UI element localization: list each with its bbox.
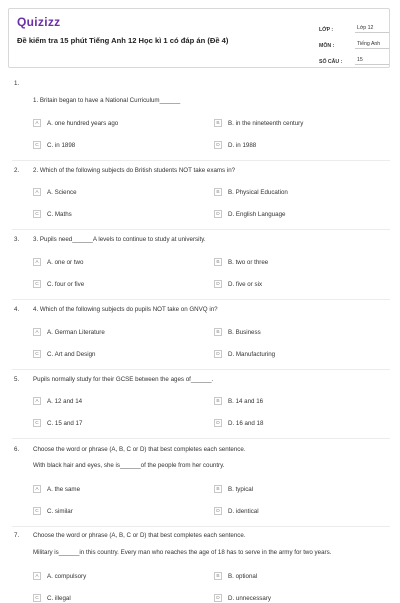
answer-option-c[interactable] [33, 140, 75, 150]
option-letter-box: A [33, 572, 41, 580]
answer-option-b[interactable] [214, 484, 253, 494]
option-text: D. Manufacturing [228, 350, 276, 358]
option-letter-box: B [214, 572, 222, 580]
option-letter-box: B [214, 119, 222, 127]
question-text: 4. Which of the following subjects do pupils NOT take on GNVQ in? [33, 306, 218, 313]
quiz-header [8, 8, 390, 68]
answer-option-a[interactable] [33, 118, 118, 128]
option-text: D. in 1988 [228, 141, 257, 149]
option-text: D. identical [228, 507, 259, 515]
question-divider [12, 526, 390, 527]
option-letter-box: B [214, 188, 222, 196]
option-text: C. in 1898 [47, 141, 76, 149]
answer-option-d[interactable] [214, 418, 263, 428]
answer-option-a[interactable] [33, 484, 80, 494]
answer-option-d[interactable] [214, 593, 271, 603]
answer-option-c[interactable] [33, 593, 71, 603]
answer-option-d[interactable] [214, 506, 259, 516]
option-text: B. two or three [228, 258, 269, 266]
question-number: 6. [14, 446, 20, 453]
option-text: B. 14 and 16 [228, 397, 264, 405]
question-number: 2. [14, 167, 20, 174]
option-text: A. one hundred years ago [47, 119, 119, 127]
option-text: D. unnecessary [228, 594, 271, 602]
answer-option-b[interactable] [214, 257, 268, 267]
quiz-meta [319, 17, 389, 65]
answer-option-c[interactable] [33, 279, 84, 289]
option-text: A. Science [47, 188, 77, 196]
option-letter-box: D [214, 594, 222, 602]
answer-option-b[interactable] [214, 571, 257, 581]
option-letter-box: C [33, 419, 41, 427]
quizizz-logo: Quizizz [17, 15, 61, 29]
answer-option-a[interactable] [33, 187, 77, 197]
question-text: Choose the word or phrase (A, B, C or D) that best completes each sentence. [33, 446, 246, 453]
meta-value: Lớp 12 [355, 25, 389, 33]
option-text: C. similar [47, 507, 73, 515]
option-text: C. Art and Design [47, 350, 96, 358]
option-letter-box: D [214, 350, 222, 358]
question-sentence: Military is______in this country. Every man who reaches the age of 18 has to serve in the army for two years. [33, 549, 332, 556]
question-divider [12, 229, 390, 230]
question-number: 5. [14, 376, 20, 383]
answer-option-c[interactable] [33, 506, 73, 516]
question-number: 7. [14, 532, 20, 539]
answer-option-a[interactable] [33, 396, 82, 406]
meta-count [319, 49, 389, 65]
question-number: 3. [14, 236, 20, 243]
option-letter-box: B [214, 328, 222, 336]
option-text: C. four or five [47, 280, 85, 288]
option-text: D. five or six [228, 280, 263, 288]
meta-label: SỐ CÂU : [319, 59, 343, 65]
answer-option-b[interactable] [214, 327, 261, 337]
option-letter-box: B [214, 258, 222, 266]
option-letter-box: D [214, 141, 222, 149]
meta-value: 15 [355, 57, 389, 65]
question-text: Pupils normally study for their GCSE between the ages of______. [33, 376, 214, 383]
answer-option-d[interactable] [214, 279, 262, 289]
option-text: B. in the nineteenth century [228, 119, 304, 127]
option-letter-box: B [214, 397, 222, 405]
option-text: A. German Literature [47, 328, 105, 336]
question-text: Choose the word or phrase (A, B, C or D) that best completes each sentence. [33, 532, 246, 539]
option-text: B. optional [228, 572, 258, 580]
option-letter-box: A [33, 188, 41, 196]
answer-option-a[interactable] [33, 571, 86, 581]
meta-label: MÔN : [319, 43, 335, 49]
answer-option-d[interactable] [214, 140, 256, 150]
option-letter-box: C [33, 507, 41, 515]
question-number: 4. [14, 306, 20, 313]
option-text: D. English Language [228, 210, 286, 218]
question-divider [12, 369, 390, 370]
option-letter-box: C [33, 210, 41, 218]
option-letter-box: A [33, 328, 41, 336]
question-sentence: With black hair and eyes, she is______of the people from her country. [33, 462, 225, 469]
option-letter-box: D [214, 280, 222, 288]
question-divider [12, 160, 390, 161]
option-letter-box: C [33, 141, 41, 149]
question-divider [12, 438, 390, 439]
option-letter-box: A [33, 397, 41, 405]
option-letter-box: C [33, 280, 41, 288]
question-number: 1. [14, 80, 20, 87]
answer-option-b[interactable] [214, 187, 288, 197]
quiz-title: Đề kiểm tra 15 phút Tiếng Anh 12 Học kì 1 có đáp án (Đề 4) [17, 36, 229, 45]
option-text: A. compulsory [47, 572, 87, 580]
question-text: 3. Pupils need______A levels to continue to study at university. [33, 236, 206, 243]
question-divider [12, 299, 390, 300]
option-text: D. 16 and 18 [228, 419, 264, 427]
option-letter-box: C [33, 594, 41, 602]
answer-option-d[interactable] [214, 349, 275, 359]
answer-option-a[interactable] [33, 257, 83, 267]
meta-class [319, 17, 389, 33]
option-letter-box: D [214, 507, 222, 515]
question-text: 1. Britain began to have a National Curriculum______ [33, 97, 181, 104]
option-text: A. 12 and 14 [47, 397, 83, 405]
option-letter-box: C [33, 350, 41, 358]
option-text: C. illegal [47, 594, 71, 602]
option-text: A. the same [47, 485, 81, 493]
answer-option-d[interactable] [214, 209, 285, 219]
option-text: C. 15 and 17 [47, 419, 83, 427]
option-letter-box: B [214, 485, 222, 493]
answer-option-c[interactable] [33, 209, 72, 219]
option-letter-box: D [214, 419, 222, 427]
answer-option-c[interactable] [33, 349, 96, 359]
option-letter-box: D [214, 210, 222, 218]
question-text: 2. Which of the following subjects do British students NOT take exams in? [33, 167, 236, 174]
option-letter-box: A [33, 485, 41, 493]
meta-label: LỚP : [319, 27, 334, 33]
answer-option-b[interactable] [214, 118, 303, 128]
option-text: A. one or two [47, 258, 84, 266]
option-text: B. Physical Education [228, 188, 288, 196]
answer-option-a[interactable] [33, 327, 105, 337]
meta-value: Tiếng Anh [355, 41, 389, 49]
option-text: C. Maths [47, 210, 72, 218]
option-text: B. typical [228, 485, 254, 493]
option-letter-box: A [33, 258, 41, 266]
answer-option-c[interactable] [33, 418, 82, 428]
option-text: B. Business [228, 328, 261, 336]
answer-option-b[interactable] [214, 396, 263, 406]
meta-subject [319, 33, 389, 49]
option-letter-box: A [33, 119, 41, 127]
